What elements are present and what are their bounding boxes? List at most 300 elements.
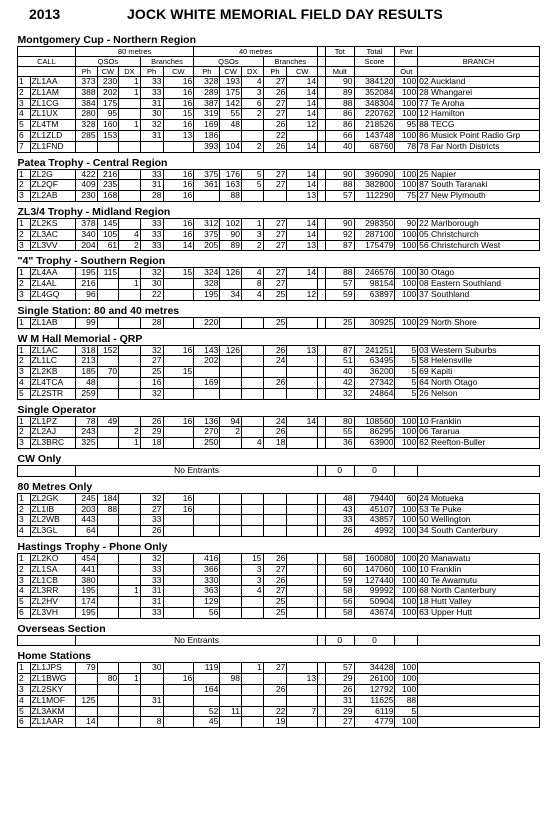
br-ph-40: 27 — [263, 240, 287, 251]
header-sub: CW — [287, 67, 318, 77]
ph-40: 119 — [194, 663, 220, 674]
spacer-cell — [318, 240, 326, 251]
cw-40: 102 — [220, 218, 242, 229]
place: 4 — [18, 526, 31, 537]
section-title: 80 Metres Only — [17, 480, 93, 493]
power-out: 100 — [395, 663, 418, 674]
header-cell-blank — [418, 67, 540, 77]
tot-mult: 59 — [326, 575, 354, 586]
dx-80 — [119, 218, 141, 229]
cw-40: 88 — [220, 191, 242, 202]
ph-80: 195 — [75, 607, 97, 618]
callsign: ZL1AC — [30, 345, 75, 356]
callsign: ZL4TM — [30, 120, 75, 131]
place: 5 — [18, 120, 31, 131]
branch: 64 North Otago — [418, 377, 540, 388]
total-score: 24864 — [354, 388, 395, 399]
dx-40 — [241, 345, 263, 356]
br-ph-80: 32 — [140, 493, 163, 504]
place: 4 — [18, 377, 31, 388]
ph-40: 250 — [194, 438, 220, 449]
br-cw-40: 14 — [287, 180, 318, 191]
br-ph-40: 27 — [263, 268, 287, 279]
ph-80: 99 — [75, 317, 97, 328]
header-sub: CW — [97, 67, 119, 77]
dx-80 — [119, 515, 141, 526]
header-qsos: QSOs — [194, 57, 263, 67]
table-row — [18, 141, 540, 152]
br-ph-80: 31 — [140, 180, 163, 191]
power-out: 100 — [395, 317, 418, 328]
spacer-cell — [318, 98, 326, 109]
cw-80 — [97, 317, 119, 328]
cw-80: 184 — [97, 493, 119, 504]
spacer-cell — [318, 564, 326, 575]
ph-80: 213 — [75, 356, 97, 367]
place: 1 — [18, 268, 31, 279]
br-ph-40: 27 — [263, 586, 287, 597]
br-ph-40: 26 — [263, 377, 287, 388]
header-tot: Tot — [326, 47, 354, 57]
br-cw-80: 16 — [163, 229, 194, 240]
spacer-cell — [318, 120, 326, 131]
callsign: ZL1AM — [30, 87, 75, 98]
br-cw-80: 16 — [163, 493, 194, 504]
ph-40: 363 — [194, 586, 220, 597]
table-row — [18, 180, 540, 191]
table-row — [18, 77, 540, 88]
ph-80: 216 — [75, 279, 97, 290]
header-out: Out — [395, 67, 418, 77]
cw-80 — [97, 427, 119, 438]
br-ph-40: 25 — [263, 607, 287, 618]
power-out: 100 — [395, 515, 418, 526]
cw-80 — [97, 553, 119, 564]
cw-40 — [220, 515, 242, 526]
cw-80 — [97, 526, 119, 537]
place: 2 — [18, 674, 31, 685]
total-score: 298350 — [354, 218, 395, 229]
cw-40: 55 — [220, 109, 242, 120]
spacer-cell — [318, 438, 326, 449]
spacer-cell — [318, 553, 326, 564]
br-ph-80: 29 — [140, 427, 163, 438]
total-score: 0 — [354, 635, 395, 646]
cw-80: 230 — [97, 77, 119, 88]
ph-80: 185 — [75, 367, 97, 378]
ph-80: 174 — [75, 597, 97, 608]
ph-40 — [194, 493, 220, 504]
br-ph-80: 33 — [140, 564, 163, 575]
branch: 34 South Canterbury — [418, 526, 540, 537]
branch: 68 North Canterbury — [418, 586, 540, 597]
tot-mult: 43 — [326, 504, 354, 515]
ph-40: 366 — [194, 564, 220, 575]
table-cell — [318, 635, 326, 646]
results-table — [17, 32, 540, 728]
br-ph-40: 25 — [263, 317, 287, 328]
results-year: 2013 — [29, 6, 61, 22]
ph-80: 245 — [75, 493, 97, 504]
place: 2 — [18, 564, 31, 575]
br-ph-80: 32 — [140, 268, 163, 279]
power-out: 88 — [395, 695, 418, 706]
ph-80: 243 — [75, 427, 97, 438]
branch: 30 Otago — [418, 268, 540, 279]
total-score: 287100 — [354, 229, 395, 240]
spacer-cell — [318, 388, 326, 399]
spacer-cell — [318, 130, 326, 141]
dx-40 — [241, 191, 263, 202]
cw-40 — [220, 377, 242, 388]
header-cell-blank — [418, 47, 540, 57]
br-cw-80 — [163, 575, 194, 586]
tot-mult: 32 — [326, 388, 354, 399]
header-score: Score — [354, 57, 395, 67]
branch: 24 Motueka — [418, 493, 540, 504]
ph-80: 443 — [75, 515, 97, 526]
tot-mult: 26 — [326, 526, 354, 537]
header-cell-blank — [318, 67, 326, 77]
tot-mult: 33 — [326, 515, 354, 526]
tot-mult: 26 — [326, 685, 354, 696]
tot-mult: 89 — [326, 87, 354, 98]
table-cell — [395, 465, 418, 476]
callsign: ZL3VV — [30, 240, 75, 251]
power-out: 100 — [395, 717, 418, 728]
br-ph-40 — [263, 515, 287, 526]
power-out: 100 — [395, 98, 418, 109]
power-out: 75 — [395, 191, 418, 202]
branch: 25 Napier — [418, 169, 540, 180]
header-cell-blank — [354, 67, 395, 77]
power-out: 5 — [395, 388, 418, 399]
total-score: 246576 — [354, 268, 395, 279]
branch: 69 Kapiti — [418, 367, 540, 378]
place: 3 — [18, 515, 31, 526]
branch: 06 Tararua — [418, 427, 540, 438]
total-score: 127440 — [354, 575, 395, 586]
br-cw-80: 16 — [163, 180, 194, 191]
br-ph-80: 33 — [140, 87, 163, 98]
power-out: 100 — [395, 685, 418, 696]
dx-40: 8 — [241, 279, 263, 290]
total-score: 26100 — [354, 674, 395, 685]
dx-80: 2 — [119, 427, 141, 438]
total-score: 143748 — [354, 130, 395, 141]
total-score: 384120 — [354, 77, 395, 88]
section-title: CW Only — [17, 452, 62, 465]
cw-40: 2 — [220, 427, 242, 438]
section-title-row — [18, 536, 540, 553]
ph-40: 202 — [194, 356, 220, 367]
dx-80 — [119, 377, 141, 388]
total-score: 160080 — [354, 553, 395, 564]
total-score: 43857 — [354, 515, 395, 526]
dx-40: 6 — [241, 98, 263, 109]
cw-40 — [220, 504, 242, 515]
section-title-row — [18, 399, 540, 416]
header-branch: BRANCH — [418, 57, 540, 67]
dx-40 — [241, 427, 263, 438]
ph-80: 79 — [75, 663, 97, 674]
dx-80 — [119, 191, 141, 202]
header-qsos: QSOs — [75, 57, 140, 67]
table-cell — [18, 465, 76, 476]
header-sub: CW — [220, 67, 242, 77]
dx-80 — [119, 109, 141, 120]
br-ph-40: 26 — [263, 427, 287, 438]
tot-mult: 59 — [326, 289, 354, 300]
ph-80: 14 — [75, 717, 97, 728]
place: 4 — [18, 586, 31, 597]
br-ph-40: 24 — [263, 416, 287, 427]
ph-80 — [75, 706, 97, 717]
spacer-cell — [318, 141, 326, 152]
table-row — [18, 553, 540, 564]
callsign: ZL1SA — [30, 564, 75, 575]
ph-40 — [194, 515, 220, 526]
br-ph-80: 33 — [140, 77, 163, 88]
br-ph-40 — [263, 695, 287, 706]
br-cw-40 — [287, 493, 318, 504]
dx-80 — [119, 169, 141, 180]
total-score: 43674 — [354, 607, 395, 618]
cw-40 — [220, 553, 242, 564]
section-title-row — [18, 251, 540, 268]
callsign: ZL1ZLD — [30, 130, 75, 141]
total-score: 241251 — [354, 345, 395, 356]
cw-80: 168 — [97, 191, 119, 202]
branch: 20 Manawatu — [418, 553, 540, 564]
cw-80: 145 — [97, 218, 119, 229]
cw-80 — [97, 586, 119, 597]
header-sub: DX — [119, 67, 141, 77]
cw-80: 49 — [97, 416, 119, 427]
cw-40: 11 — [220, 706, 242, 717]
tot-mult: 60 — [326, 564, 354, 575]
total-score: 175479 — [354, 240, 395, 251]
spacer-cell — [318, 268, 326, 279]
cw-40: 126 — [220, 345, 242, 356]
br-cw-80 — [163, 695, 194, 706]
br-ph-40 — [263, 504, 287, 515]
place: 2 — [18, 229, 31, 240]
place: 6 — [18, 717, 31, 728]
dx-40 — [241, 597, 263, 608]
table-row — [18, 427, 540, 438]
ph-80 — [75, 674, 97, 685]
ph-40 — [194, 526, 220, 537]
table-cell — [395, 635, 418, 646]
tot-mult: 48 — [326, 493, 354, 504]
br-cw-40: 13 — [287, 674, 318, 685]
branch: 02 Auckland — [418, 77, 540, 88]
ph-40 — [194, 367, 220, 378]
br-ph-40: 19 — [263, 717, 287, 728]
total-score: 63897 — [354, 289, 395, 300]
br-cw-40 — [287, 607, 318, 618]
dx-40: 2 — [241, 141, 263, 152]
dx-80 — [119, 141, 141, 152]
br-ph-80: 33 — [140, 229, 163, 240]
header-mult: Mult — [326, 67, 354, 77]
section-title-row — [18, 201, 540, 218]
ph-80: 328 — [75, 120, 97, 131]
callsign: ZL1BWG — [30, 674, 75, 685]
dx-40: 2 — [241, 240, 263, 251]
ph-40 — [194, 191, 220, 202]
dx-40 — [241, 120, 263, 131]
tot-mult: 51 — [326, 356, 354, 367]
tot-mult: 25 — [326, 317, 354, 328]
power-out: 100 — [395, 597, 418, 608]
br-cw-80: 16 — [163, 218, 194, 229]
br-ph-80: 33 — [140, 607, 163, 618]
br-ph-80: 28 — [140, 317, 163, 328]
callsign: ZL1PZ — [30, 416, 75, 427]
ph-40 — [194, 695, 220, 706]
callsign: ZL1FND — [30, 141, 75, 152]
power-out: 95 — [395, 120, 418, 131]
ph-40: 169 — [194, 377, 220, 388]
br-ph-40 — [263, 674, 287, 685]
spacer-cell — [318, 575, 326, 586]
br-ph-40: 22 — [263, 706, 287, 717]
cw-40 — [220, 367, 242, 378]
tot-mult: 87 — [326, 240, 354, 251]
spacer-cell — [318, 109, 326, 120]
br-cw-40 — [287, 586, 318, 597]
dx-40 — [241, 607, 263, 618]
spacer-cell — [318, 229, 326, 240]
br-ph-40: 27 — [263, 218, 287, 229]
cw-80: 80 — [97, 674, 119, 685]
total-score: 382800 — [354, 180, 395, 191]
branch: 88 TECG — [418, 120, 540, 131]
spacer-cell — [318, 674, 326, 685]
br-ph-80 — [140, 674, 163, 685]
place: 5 — [18, 597, 31, 608]
ph-80: 318 — [75, 345, 97, 356]
table-row — [18, 515, 540, 526]
ph-80: 340 — [75, 229, 97, 240]
spacer-cell — [318, 317, 326, 328]
place: 2 — [18, 504, 31, 515]
table-row — [18, 98, 540, 109]
callsign: ZL3VH — [30, 607, 75, 618]
callsign: ZL1UX — [30, 109, 75, 120]
branch: 22 Marlborough — [418, 218, 540, 229]
ph-80: 422 — [75, 169, 97, 180]
branch: 05 Christchurch — [418, 229, 540, 240]
dx-40 — [241, 416, 263, 427]
br-ph-80: 31 — [140, 695, 163, 706]
header-sub: DX — [241, 67, 263, 77]
dx-40: 3 — [241, 575, 263, 586]
header-cell-blank — [326, 57, 354, 67]
cw-80 — [97, 695, 119, 706]
total-score: 30925 — [354, 317, 395, 328]
br-cw-80 — [163, 289, 194, 300]
callsign: ZL2GK — [30, 493, 75, 504]
br-ph-40: 26 — [263, 575, 287, 586]
br-cw-40: 14 — [287, 268, 318, 279]
table-row — [18, 575, 540, 586]
total-score: 4779 — [354, 717, 395, 728]
place: 2 — [18, 279, 31, 290]
br-cw-40: 13 — [287, 345, 318, 356]
total-score: 352084 — [354, 87, 395, 98]
total-score: 27342 — [354, 377, 395, 388]
br-cw-40 — [287, 377, 318, 388]
br-cw-80: 16 — [163, 416, 194, 427]
power-out: 100 — [395, 416, 418, 427]
br-ph-40: 27 — [263, 77, 287, 88]
total-score: 147060 — [354, 564, 395, 575]
power-out: 5 — [395, 345, 418, 356]
br-cw-80: 15 — [163, 367, 194, 378]
ph-40 — [194, 388, 220, 399]
table-row — [18, 493, 540, 504]
ph-80: 280 — [75, 109, 97, 120]
ph-80: 409 — [75, 180, 97, 191]
tot-mult: 56 — [326, 597, 354, 608]
callsign: ZL1JPS — [30, 663, 75, 674]
header-pwr: Pwr — [395, 47, 418, 57]
cw-80 — [97, 515, 119, 526]
br-cw-40: 14 — [287, 77, 318, 88]
no-entrants: No Entrants — [75, 465, 317, 476]
table-row — [18, 240, 540, 251]
callsign: ZL4GQ — [30, 289, 75, 300]
dx-80: 1 — [119, 120, 141, 131]
total-score: 220762 — [354, 109, 395, 120]
spacer-cell — [318, 685, 326, 696]
br-ph-80: 31 — [140, 597, 163, 608]
power-out: 100 — [395, 279, 418, 290]
section-title: "4" Trophy - Southern Region — [17, 255, 166, 268]
place: 3 — [18, 98, 31, 109]
br-ph-80: 32 — [140, 120, 163, 131]
place: 1 — [18, 416, 31, 427]
br-cw-40 — [287, 356, 318, 367]
cw-80: 88 — [97, 504, 119, 515]
br-ph-40: 27 — [263, 564, 287, 575]
callsign: ZL4AL — [30, 279, 75, 290]
ph-40: 328 — [194, 279, 220, 290]
cw-40 — [220, 663, 242, 674]
ph-80: 125 — [75, 695, 97, 706]
br-cw-40: 14 — [287, 141, 318, 152]
no-entrants-row — [18, 635, 540, 646]
br-ph-40: 24 — [263, 356, 287, 367]
branch: 87 South Taranaki — [418, 180, 540, 191]
dx-40: 1 — [241, 218, 263, 229]
header-cell-blank — [318, 57, 326, 67]
br-ph-40: 27 — [263, 229, 287, 240]
dx-80 — [119, 345, 141, 356]
ph-80: 373 — [75, 77, 97, 88]
table-row — [18, 695, 540, 706]
power-out: 78 — [395, 141, 418, 152]
dx-40 — [241, 356, 263, 367]
dx-80 — [119, 367, 141, 378]
branch: 29 North Shore — [418, 317, 540, 328]
place: 3 — [18, 289, 31, 300]
spacer-cell — [318, 515, 326, 526]
br-cw-40 — [287, 553, 318, 564]
